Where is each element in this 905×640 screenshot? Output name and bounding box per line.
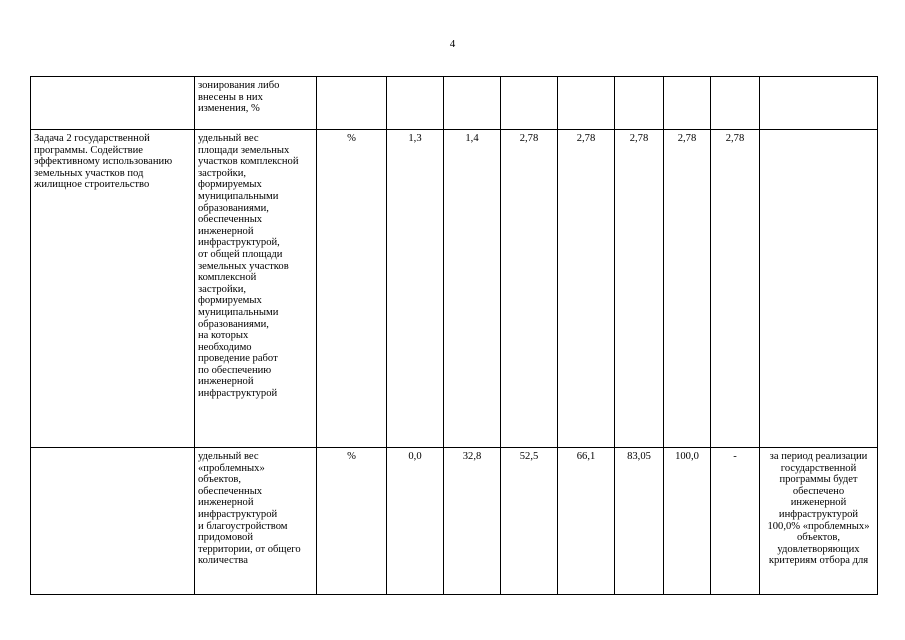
unit-cell: % bbox=[317, 448, 387, 595]
note-cell-line: объектов, bbox=[796, 532, 841, 544]
indicator-cell-line: необходимо bbox=[198, 341, 252, 353]
note-cell-line: удовлетворяющих bbox=[777, 543, 860, 555]
indicator-cell-line: от общей площади bbox=[198, 248, 283, 260]
value-cell: 2,78 bbox=[615, 130, 664, 448]
value-cell: 2,78 bbox=[501, 130, 558, 448]
value-cell bbox=[387, 77, 444, 130]
value-cell: 2,78 bbox=[558, 130, 615, 448]
indicator-cell-line: муниципальными bbox=[198, 190, 279, 202]
note-cell-line: за период реализации bbox=[769, 451, 868, 462]
indicator-cell-line: по обеспечению bbox=[198, 364, 272, 376]
value-cell: 2,78 bbox=[664, 130, 711, 448]
note-cell-line: инфраструктурой bbox=[778, 508, 859, 520]
task-cell bbox=[31, 448, 195, 595]
value-cell bbox=[615, 77, 664, 130]
indicator-cell-line: земельных участков bbox=[198, 260, 289, 272]
indicator-cell-line: и благоустройством bbox=[198, 520, 288, 532]
table-row bbox=[31, 130, 878, 448]
task-cell-line: Задача 2 государственной bbox=[34, 133, 150, 144]
indicator-cell-line: территории, от общего bbox=[198, 543, 301, 555]
value-cell: 1,4 bbox=[444, 130, 501, 448]
note-cell-line: государственной bbox=[780, 462, 857, 474]
page-number: 4 bbox=[449, 38, 456, 50]
value-cell: 1,3 bbox=[387, 130, 444, 448]
indicator-cell-line: инфраструктурой bbox=[198, 388, 278, 400]
indicator-cell-line: участков комплексной bbox=[198, 156, 299, 168]
table-row bbox=[31, 448, 878, 595]
value-cell: 32,8 bbox=[444, 448, 501, 595]
indicator-cell-line: инженерной bbox=[198, 497, 254, 509]
indicator-cell-line: на которых bbox=[198, 330, 249, 342]
indicator-cell-line: удельный вес bbox=[198, 133, 259, 144]
indicator-cell-line: внесены в них bbox=[198, 91, 263, 103]
indicator-cell-line: образованиями, bbox=[198, 318, 269, 330]
indicator-cell-line: обеспеченных bbox=[198, 214, 263, 226]
indicator-cell-line: инженерной bbox=[198, 376, 254, 388]
value-cell: 52,5 bbox=[501, 448, 558, 595]
value-cell bbox=[501, 77, 558, 130]
task-cell-line: программы. Содействие bbox=[34, 144, 143, 156]
indicators-table bbox=[30, 76, 878, 595]
indicator-cell-line: изменения, % bbox=[198, 103, 260, 115]
value-cell: 2,78 bbox=[711, 130, 760, 448]
task-cell bbox=[31, 77, 195, 130]
value-cell bbox=[664, 77, 711, 130]
note-cell-line: 100,0% «проблемных» bbox=[767, 520, 870, 532]
indicator-cell-line: инфраструктурой, bbox=[198, 237, 280, 249]
value-cell: 83,05 bbox=[615, 448, 664, 595]
indicator-cell-line: застройки, bbox=[198, 283, 247, 295]
note-cell-line: программы будет bbox=[779, 474, 858, 486]
indicator-cell-line: количества bbox=[198, 555, 248, 567]
task-cell bbox=[31, 130, 195, 448]
indicator-cell-line: объектов, bbox=[198, 474, 242, 486]
task-cell-line: земельных участков под bbox=[34, 167, 144, 179]
task-cell-line: жилищное строительство bbox=[34, 179, 150, 191]
value-cell: 100,0 bbox=[664, 448, 711, 595]
value-cell: 66,1 bbox=[558, 448, 615, 595]
indicator-cell-line: площади земельных bbox=[198, 144, 290, 156]
indicator-cell-line: удельный вес bbox=[198, 451, 259, 462]
note-cell bbox=[760, 448, 878, 595]
indicator-cell-line: придомовой bbox=[198, 532, 254, 544]
value-cell bbox=[711, 77, 760, 130]
indicator-cell-line: формируемых bbox=[198, 295, 262, 307]
indicator-cell-line: обеспеченных bbox=[198, 485, 263, 497]
indicator-cell bbox=[195, 448, 317, 595]
task-cell-line: эффективному использованию bbox=[34, 156, 173, 168]
value-cell: - bbox=[711, 448, 760, 595]
indicator-cell bbox=[195, 77, 317, 130]
note-cell-line: критериям отбора для bbox=[768, 555, 869, 567]
indicator-cell-line: застройки, bbox=[198, 167, 247, 179]
table-row bbox=[31, 77, 878, 130]
unit-cell bbox=[317, 77, 387, 130]
indicator-cell-line: образованиями, bbox=[198, 202, 269, 214]
value-cell bbox=[558, 77, 615, 130]
unit-cell: % bbox=[317, 130, 387, 448]
value-cell bbox=[444, 77, 501, 130]
indicator-cell-line: «проблемных» bbox=[198, 462, 265, 474]
indicator-cell-line: инженерной bbox=[198, 225, 254, 237]
indicator-cell-line: комплексной bbox=[198, 272, 257, 284]
value-cell: 0,0 bbox=[387, 448, 444, 595]
indicator-cell bbox=[195, 130, 317, 448]
indicator-cell-line: проведение работ bbox=[198, 353, 278, 365]
indicator-cell-line: муниципальными bbox=[198, 306, 279, 318]
indicator-cell-line: зонирования либо bbox=[198, 80, 280, 91]
indicator-cell-line: инфраструктурой bbox=[198, 508, 278, 520]
note-cell bbox=[760, 77, 878, 130]
indicator-cell-line: формируемых bbox=[198, 179, 262, 191]
note-cell-line: инженерной bbox=[790, 497, 847, 509]
note-cell-line: обеспечено bbox=[792, 485, 845, 497]
note-cell bbox=[760, 130, 878, 448]
